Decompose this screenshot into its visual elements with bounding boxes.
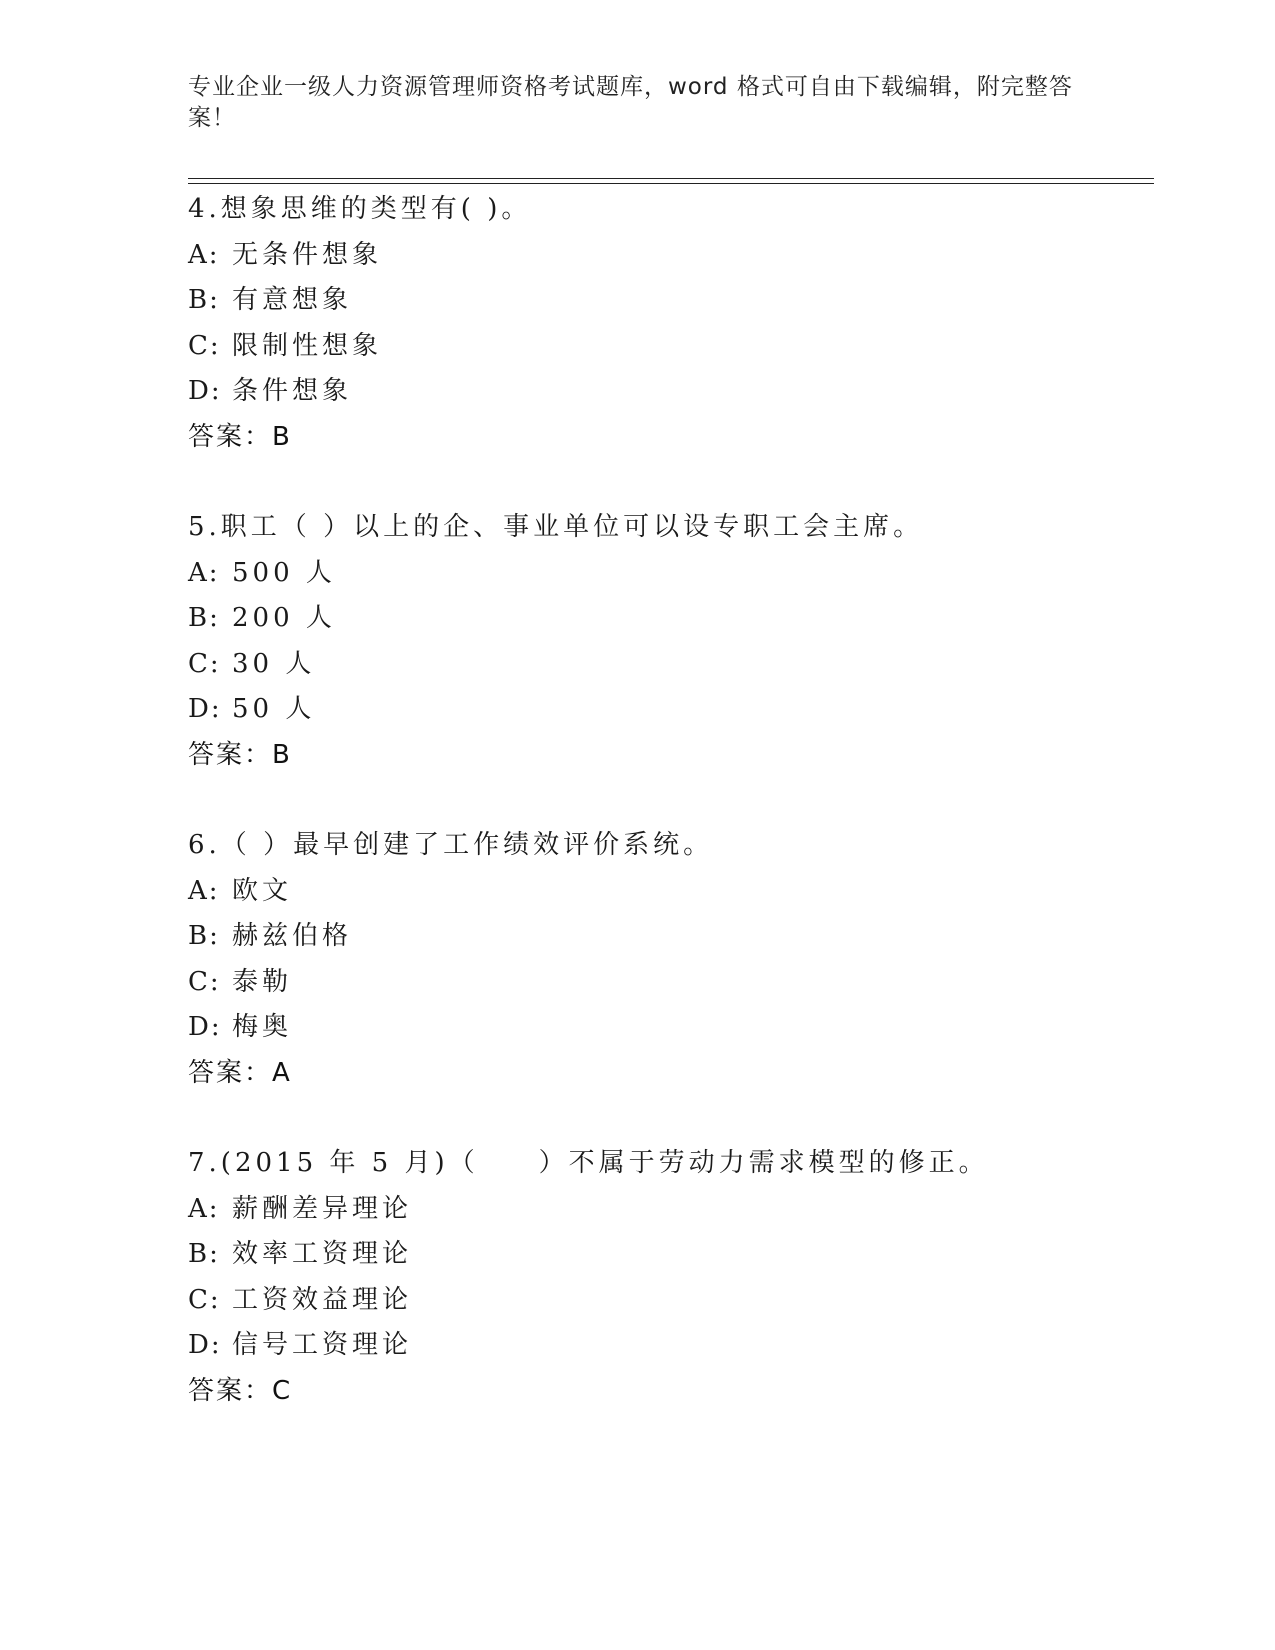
option-d <box>188 369 1148 415</box>
option-key: B: <box>188 603 220 634</box>
question-block <box>188 823 1148 1097</box>
option-a <box>188 1187 1148 1233</box>
question-stem: 4.想象思维的类型有( )。 <box>188 194 532 224</box>
question-stem: 7.(2015 年 5 月)（ ）不属于劳动力需求模型的修正。 <box>188 1148 989 1178</box>
option-text: 欧文 <box>232 875 293 906</box>
option-text: 30 人 <box>232 648 316 679</box>
option-key: B: <box>188 1239 220 1270</box>
option-key: C: <box>188 648 221 679</box>
option-text: 条件想象 <box>232 376 353 407</box>
option-text: 500 人 <box>232 557 336 588</box>
option-text: 50 人 <box>232 694 316 725</box>
option-d <box>188 1005 1148 1051</box>
option-text: 信号工资理论 <box>232 1330 413 1361</box>
option-a <box>188 551 1148 597</box>
option-c <box>188 1278 1148 1324</box>
header-divider-bottom <box>188 183 1154 184</box>
option-text: 薪酬差异理论 <box>232 1193 413 1224</box>
answer-line: 答案：A <box>188 1057 292 1088</box>
document-header <box>188 72 1088 134</box>
option-text: 有意想象 <box>232 285 353 316</box>
option-text: 限制性想象 <box>232 330 383 361</box>
option-d <box>188 687 1148 733</box>
question-block <box>188 187 1148 461</box>
option-key: A: <box>188 239 220 270</box>
option-key: C: <box>188 966 221 997</box>
option-text: 无条件想象 <box>232 239 383 270</box>
option-key: D: <box>188 1012 222 1043</box>
option-text: 200 人 <box>232 603 336 634</box>
option-key: D: <box>188 1330 222 1361</box>
option-key: A: <box>188 1193 220 1224</box>
question-block <box>188 505 1148 779</box>
option-b <box>188 914 1148 960</box>
option-a <box>188 233 1148 279</box>
option-key: D: <box>188 694 222 725</box>
header-divider-top <box>188 178 1154 179</box>
option-key: C: <box>188 1284 221 1315</box>
option-key: D: <box>188 376 222 407</box>
answer-line: 答案：C <box>188 1375 293 1406</box>
option-key: B: <box>188 285 220 316</box>
option-key: B: <box>188 921 220 952</box>
option-a <box>188 869 1148 915</box>
option-key: C: <box>188 330 221 361</box>
option-d <box>188 1323 1148 1369</box>
option-key: A: <box>188 557 220 588</box>
option-text: 赫兹伯格 <box>232 921 353 952</box>
question-block <box>188 1141 1148 1415</box>
option-c <box>188 642 1148 688</box>
question-stem: 6.（ ）最早创建了工作绩效评价系统。 <box>188 830 714 860</box>
option-b <box>188 596 1148 642</box>
option-key: A: <box>188 875 220 906</box>
option-text: 泰勒 <box>232 966 293 997</box>
option-b <box>188 278 1148 324</box>
answer-line: 答案：B <box>188 421 292 452</box>
option-text: 工资效益理论 <box>232 1284 413 1315</box>
question-stem: 5.职工（ ）以上的企、事业单位可以设专职工会主席。 <box>188 512 924 542</box>
answer-line: 答案：B <box>188 739 292 770</box>
option-c <box>188 960 1148 1006</box>
option-text: 效率工资理论 <box>232 1239 413 1270</box>
option-b <box>188 1232 1148 1278</box>
header-text: 专业企业一级人力资源管理师资格考试题库，word 格式可自由下载编辑，附完整答案！ <box>188 74 1073 131</box>
option-text: 梅奥 <box>232 1012 293 1043</box>
option-c <box>188 324 1148 370</box>
